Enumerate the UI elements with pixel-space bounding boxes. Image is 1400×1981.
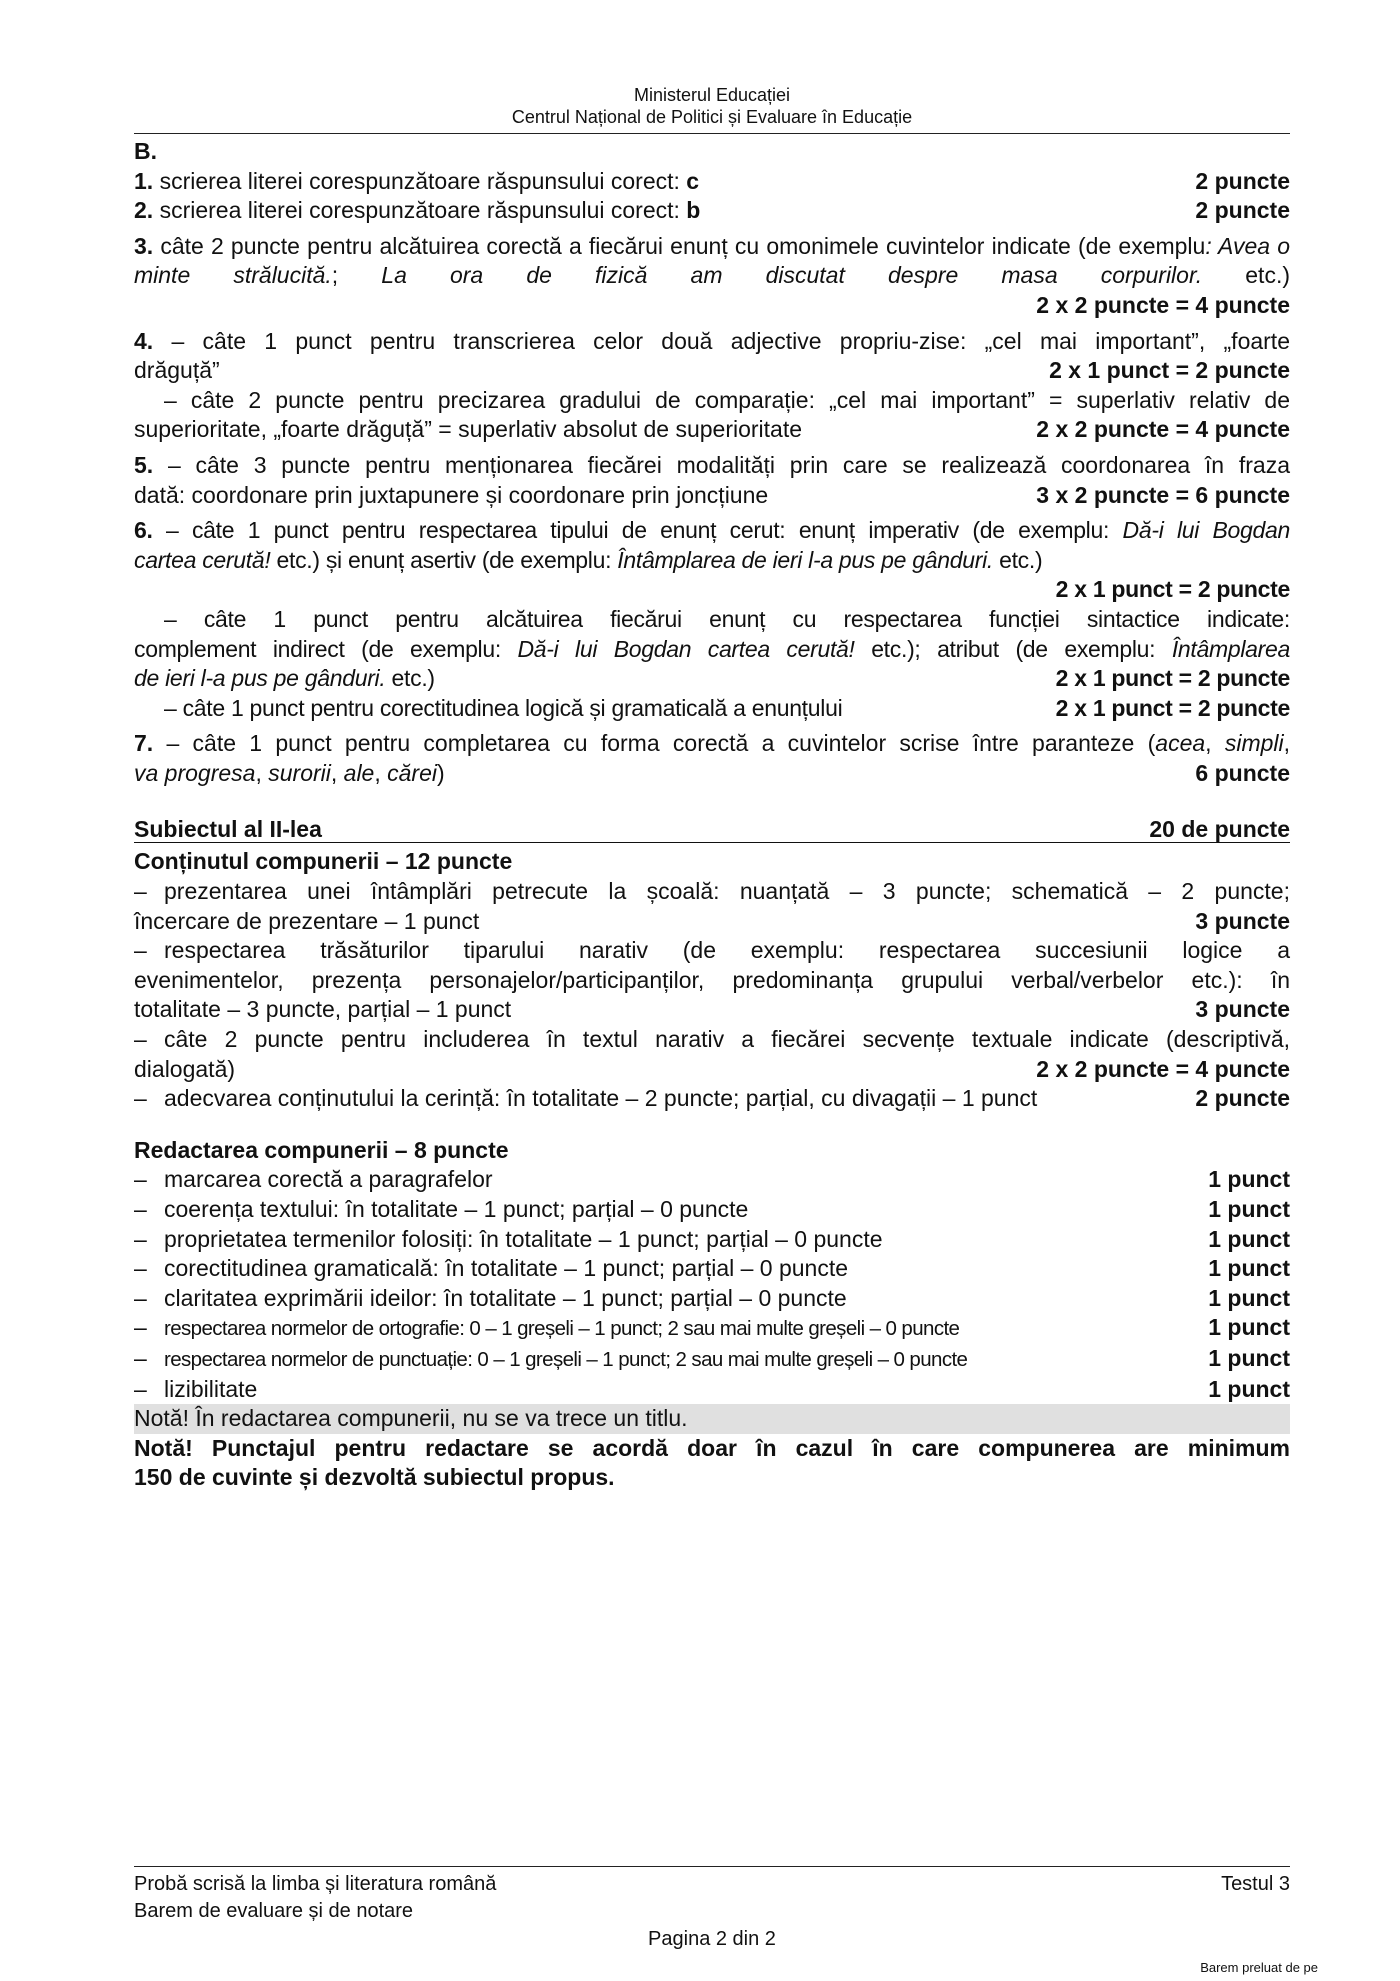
- content-criterion-2: – respectarea trăsăturilor tiparului narativ (de exemplu: respectarea succesiunii logice a evenimentelor, prezența personajelor/participanților, predominanța grupului verbal/verbelor etc.): în totalitate – 3 puncte, parțial – 1 punct 3 puncte: [134, 937, 1290, 1023]
- page-number: Pagina 2 din 2: [648, 1928, 776, 1950]
- redaction-list: [134, 1165, 1290, 1404]
- header-center: Centrul Național de Politici și Evaluare în Educație: [511, 107, 913, 127]
- content-criterion-3: – câte 2 puncte pentru includerea în textul narativ a fiecărei secvențe textuale indicate (descriptivă, dialogată) 2 x 2 puncte = 4 puncte: [134, 1026, 1290, 1082]
- redaction-item: – corectitudinea gramaticală: în totalitate – 1 punct; parțial – 0 puncte 1 punct: [134, 1255, 1290, 1282]
- section-b-label: B.: [134, 138, 157, 164]
- redaction-item: – proprietatea termenilor folosiți: în totalitate – 1 punct; parțial – 0 puncte 1 punct: [134, 1225, 1290, 1252]
- header-ministry: Ministerul Educației: [633, 85, 791, 105]
- item-b5: 5. – câte 3 puncte pentru menționarea fiecărei modalități prin care se realizează coordonarea în fraza dată: coordonare prin juxtapunere și coordonare prin joncțiune 3 x 2 puncte = 6 puncte: [134, 451, 1290, 508]
- item-b3: 3. câte 2 puncte pentru alcătuirea corectă a fiecărui enunț cu omonimele cuvintelor indicate (de exemplu: Avea o minte strălucită.; La ora de fizică am discutat despre masa corpurilor. etc.) 2 x 2 puncte = 4 puncte: [134, 232, 1290, 318]
- item-b4: 4. – câte 1 punct pentru transcrierea celor două adjective propriu-zise: „cel mai important”, „foarte drăguță” 2 x 1 punct = 2 puncte – câte 2 puncte pentru precizarea gradului de comparație: „cel mai important” = superlativ relativ de superioritate, „foarte drăguță” = superlativ absolut de superioritate 2 x 2 puncte = 4 puncte: [134, 327, 1290, 443]
- subject-2-heading: Subiectul al II-lea 20 de puncte: [134, 816, 1290, 843]
- redaction-item: – respectarea normelor de ortografie: 0 – 1 greșeli – 1 punct; 2 sau mai multe greșeli – 0 puncte 1 punct: [134, 1314, 1290, 1341]
- footer-test-number: Testul 3: [1221, 1873, 1290, 1895]
- redaction-item: – claritatea exprimării ideilor: în totalitate – 1 punct; parțial – 0 puncte 1 punct: [134, 1284, 1290, 1311]
- page-footer: [134, 1871, 1290, 1925]
- watermark-text: Barem preluat de pe: [1200, 1960, 1318, 1975]
- document-body: [134, 137, 1290, 1493]
- item-b7: 7. – câte 1 punct pentru completarea cu forma corectă a cuvintelor scrise între paranteze (acea, simpli, va progresa, surorii, ale, cărei) 6 puncte: [134, 730, 1290, 786]
- redaction-item: – lizibilitate 1 punct: [134, 1375, 1290, 1402]
- footer-exam-title: Probă scrisă la limba și literatura română: [134, 1873, 497, 1895]
- content-criterion-1: – prezentarea unei întâmplări petrecute la școală: nuanțată – 3 puncte; schematică – 2 puncte; încercare de prezentare – 1 punct 3 puncte: [134, 878, 1290, 934]
- page-header: [134, 84, 1290, 128]
- footer-barem: Barem de evaluare și de notare: [134, 1900, 414, 1922]
- content-heading: Conținutul compunerii – 12 puncte: [134, 848, 513, 875]
- item-b6: 6. – câte 1 punct pentru respectarea tipului de enunț cerut: enunț imperativ (de exemplu: Dă-i lui Bogdan cartea cerută! etc.) și enunț asertiv (de exemplu: Întâmplarea de ieri l-a pus pe gânduri. etc.) 2 x 1 punct = 2 puncte – câte 1 punct pentru alcătuirea fiecărui enunț cu respectarea funcției sintactice indicate: complement indirect (de exemplu: Dă-i lui Bogdan cartea cerută! etc.); atribut (de exemplu: Întâmplarea de ieri l-a pus pe gânduri. etc.) 2 x 1 punct = 2 puncte – câte 1 punct pentru corectitudinea logică și gramaticală a enunțului 2 x 1 punct = 2 puncte: [134, 517, 1290, 721]
- content-criterion-4: – adecvarea conținutului la cerință: în totalitate – 2 puncte; parțial, cu divagații – 1 punct 2 puncte: [134, 1085, 1290, 1112]
- item-b1: 1. scrierea literei corespunzătoare răspunsului corect: c 2 puncte: [134, 167, 1290, 194]
- note-min-words: Notă! Punctajul pentru redactare se acordă doar în cazul în care compunerea are minimum 150 de cuvinte și dezvoltă subiectul propus.: [134, 1434, 1290, 1491]
- redaction-item: – coerența textului: în totalitate – 1 punct; parțial – 0 puncte 1 punct: [134, 1196, 1290, 1222]
- note-no-title: Notă! În redactarea compunerii, nu se va trece un titlu.: [134, 1404, 1290, 1434]
- item-b2: 2. scrierea literei corespunzătoare răspunsului corect: b 2 puncte: [134, 197, 1290, 224]
- footer-rule: [134, 1866, 1290, 1867]
- header-rule: [134, 133, 1290, 134]
- redaction-heading: Redactarea compunerii – 8 puncte: [134, 1136, 509, 1163]
- redaction-item: – respectarea normelor de punctuație: 0 – 1 greșeli – 1 punct; 2 sau mai multe greșeli – 0 puncte 1 punct: [134, 1344, 1290, 1371]
- redaction-item: – marcarea corectă a paragrafelor 1 punct: [134, 1166, 1290, 1193]
